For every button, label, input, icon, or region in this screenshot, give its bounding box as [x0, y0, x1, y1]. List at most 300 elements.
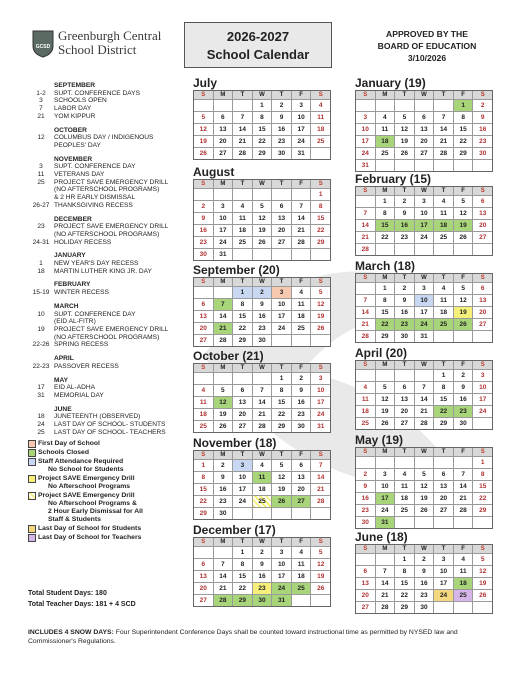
empty-cell — [395, 457, 414, 468]
day-cell: 15 — [233, 571, 252, 582]
day-cell: 15 — [376, 220, 395, 231]
day-cell: 21 — [292, 225, 311, 236]
day-cell: 21 — [454, 493, 473, 504]
day-cell: 27 — [415, 148, 434, 159]
event-text: PROJECT SAVE EMERGENCY DRILL — [54, 223, 169, 231]
day-cell: 17 — [376, 493, 395, 504]
day-cell: 14 — [292, 213, 311, 224]
day-cell: 14 — [434, 124, 453, 135]
day-cell: 16 — [292, 397, 311, 408]
month-grid — [355, 544, 493, 614]
day-cell: 22 — [376, 232, 395, 243]
day-cell: 3 — [415, 283, 434, 294]
day-cell: 25 — [434, 319, 453, 330]
day-cell: 2 — [253, 547, 272, 558]
day-cell: 28 — [415, 418, 434, 429]
day-cell: 11 — [356, 394, 375, 405]
event-date: 31 — [37, 391, 45, 399]
day-cell: 6 — [292, 460, 311, 471]
empty-cell — [356, 370, 375, 381]
day-cell: 20 — [292, 484, 311, 495]
day-cell: 13 — [356, 578, 375, 589]
month-calendar — [355, 530, 493, 614]
day-cell: 22 — [194, 496, 213, 507]
month-calendar — [355, 172, 493, 256]
day-cell: 14 — [253, 397, 272, 408]
day-cell: 27 — [473, 232, 492, 243]
empty-cell — [454, 160, 473, 171]
weekday-header: S — [473, 448, 492, 456]
day-cell: 30 — [214, 508, 233, 519]
day-cell: 10 — [376, 481, 395, 492]
day-cell: 24 — [415, 232, 434, 243]
day-cell: 7 — [356, 295, 375, 306]
day-cell: 28 — [454, 505, 473, 516]
events-list — [28, 82, 188, 436]
weekday-header: S — [473, 187, 492, 195]
day-cell: 6 — [473, 283, 492, 294]
weekday-header: S — [311, 538, 330, 546]
weekday-header: T — [272, 278, 291, 286]
event-text: SUPT. CONFERENCE DAY — [54, 310, 136, 318]
day-cell: 3 — [311, 373, 330, 384]
day-cell: 7 — [214, 559, 233, 570]
day-cell: 17 — [272, 571, 291, 582]
day-cell: 31 — [356, 160, 375, 171]
day-cell: 5 — [253, 201, 272, 212]
day-cell: 12 — [253, 213, 272, 224]
month-calendar — [193, 263, 331, 347]
event-text: SUPT. CONFERENCE DAY — [54, 163, 136, 171]
empty-cell — [356, 457, 375, 468]
month-title: September (20) — [193, 263, 280, 277]
day-cell: 3 — [214, 201, 233, 212]
empty-cell — [311, 508, 330, 519]
day-cell: 15 — [473, 481, 492, 492]
weekday-header: W — [253, 278, 272, 286]
day-cell: 22 — [473, 493, 492, 504]
empty-cell — [272, 189, 291, 200]
day-cell: 25 — [356, 418, 375, 429]
weekday-header: T — [272, 91, 291, 99]
legend-item — [28, 534, 193, 542]
day-cell: 8 — [473, 469, 492, 480]
day-cell: 19 — [311, 571, 330, 582]
day-cell: 25 — [395, 505, 414, 516]
day-cell: 9 — [415, 566, 434, 577]
day-cell: 4 — [356, 382, 375, 393]
event-item — [28, 429, 188, 437]
approval-note — [362, 28, 492, 64]
day-cell: 26 — [214, 421, 233, 432]
day-cell: 30 — [415, 602, 434, 613]
weekday-header: F — [292, 538, 311, 546]
day-cell: 16 — [272, 124, 291, 135]
legend-item — [28, 449, 193, 457]
day-cell: 6 — [473, 196, 492, 207]
day-cell: 20 — [272, 225, 291, 236]
month-title: July — [193, 76, 218, 90]
empty-cell — [253, 189, 272, 200]
month-title: April (20) — [355, 346, 408, 360]
event-item — [28, 97, 188, 105]
day-cell: 26 — [253, 237, 272, 248]
weekday-header: T — [395, 187, 414, 195]
empty-cell — [434, 160, 453, 171]
day-cell: 21 — [253, 409, 272, 420]
day-cell: 14 — [214, 571, 233, 582]
day-cell: 5 — [395, 112, 414, 123]
event-month-heading: MARCH — [54, 302, 79, 310]
day-cell: 29 — [395, 602, 414, 613]
day-cell: 10 — [415, 208, 434, 219]
day-cell: 18 — [292, 311, 311, 322]
event-item — [28, 413, 188, 421]
day-cell: 8 — [253, 112, 272, 123]
day-cell: 23 — [356, 505, 375, 516]
event-date: 23 — [37, 223, 45, 231]
empty-cell — [292, 249, 311, 260]
day-cell: 30 — [356, 517, 375, 528]
day-cell: 11 — [395, 481, 414, 492]
day-cell: 16 — [253, 311, 272, 322]
day-cell: 18 — [311, 124, 330, 135]
weekday-header: T — [233, 91, 252, 99]
day-cell: 14 — [376, 578, 395, 589]
event-text: & 2 HR EARLY DISMISSAL — [54, 194, 136, 202]
legend-swatch — [28, 449, 36, 457]
day-cell: 11 — [454, 566, 473, 577]
event-date: 19 — [37, 325, 45, 333]
day-cell: 18 — [454, 578, 473, 589]
event-text: COLUMBUS DAY / INDIGENOUS — [54, 134, 154, 142]
day-cell: 17 — [233, 484, 252, 495]
day-cell: 16 — [415, 578, 434, 589]
month-calendar — [193, 523, 331, 607]
month-title: June (18) — [355, 530, 408, 544]
weekday-header: T — [233, 451, 252, 459]
day-cell: 2 — [272, 100, 291, 111]
empty-cell — [194, 373, 213, 384]
day-cell: 8 — [376, 208, 395, 219]
day-cell: 13 — [395, 394, 414, 405]
event-date: 24-31 — [32, 238, 50, 246]
day-cell: 22 — [434, 406, 453, 417]
empty-cell — [233, 508, 252, 519]
day-cell: 29 — [376, 331, 395, 342]
empty-cell — [415, 457, 434, 468]
day-cell: 9 — [253, 559, 272, 570]
day-cell: 10 — [311, 385, 330, 396]
svg-text:GCSD: GCSD — [35, 44, 51, 50]
empty-cell — [415, 100, 434, 111]
event-item — [28, 341, 188, 349]
weekday-header: T — [233, 278, 252, 286]
weekday-header: T — [395, 274, 414, 282]
empty-cell — [454, 517, 473, 528]
day-cell: 21 — [311, 484, 330, 495]
weekday-header: W — [415, 91, 434, 99]
day-cell: 25 — [233, 237, 252, 248]
day-cell: 15 — [194, 484, 213, 495]
day-cell: 11 — [233, 213, 252, 224]
day-cell: 4 — [233, 201, 252, 212]
day-cell: 28 — [214, 595, 233, 606]
day-cell: 28 — [434, 148, 453, 159]
day-cell: 17 — [311, 397, 330, 408]
weekday-header: T — [434, 91, 453, 99]
day-cell: 15 — [233, 311, 252, 322]
event-text: NEW YEAR'S DAY RECESS — [54, 260, 139, 268]
day-cell: 17 — [214, 225, 233, 236]
weekday-header: T — [272, 180, 291, 188]
day-cell: 13 — [214, 124, 233, 135]
weekday-header: F — [454, 361, 473, 369]
day-cell: 28 — [356, 331, 375, 342]
day-cell: 1 — [376, 196, 395, 207]
day-cell: 12 — [415, 481, 434, 492]
event-text: LAST DAY OF SCHOOL- STUDENTS — [54, 421, 166, 429]
weekday-header: W — [415, 545, 434, 553]
day-cell: 8 — [454, 112, 473, 123]
event-date: 12 — [37, 134, 45, 142]
day-cell: 30 — [253, 595, 272, 606]
footer-note-text: Four Superintendent Conference Days shall be counted toward instructional time as permitted by NYSED law and Commissioner's Regulations. — [28, 629, 458, 645]
day-cell: 2 — [253, 287, 272, 298]
weekday-header: F — [292, 451, 311, 459]
day-cell: 15 — [272, 397, 291, 408]
day-cell: 3 — [292, 100, 311, 111]
event-item — [28, 113, 188, 121]
legend-label — [38, 534, 141, 542]
day-cell: 24 — [356, 148, 375, 159]
day-cell: 17 — [473, 394, 492, 405]
weekday-header: S — [311, 278, 330, 286]
day-cell: 23 — [473, 136, 492, 147]
legend-label — [38, 475, 135, 491]
day-cell: 7 — [415, 382, 434, 393]
legend-item — [28, 475, 193, 491]
empty-cell — [376, 160, 395, 171]
day-cell: 13 — [434, 481, 453, 492]
day-cell: 10 — [272, 299, 291, 310]
day-cell: 30 — [473, 148, 492, 159]
weekday-header: W — [253, 180, 272, 188]
day-cell: 3 — [415, 196, 434, 207]
day-cell: 22 — [233, 323, 252, 334]
day-cell: 26 — [194, 148, 213, 159]
day-cell: 12 — [311, 299, 330, 310]
day-cell: 28 — [311, 496, 330, 507]
empty-cell — [415, 244, 434, 255]
weekday-header: T — [233, 364, 252, 372]
footer-note-bold: INCLUDES 4 SNOW DAYS: — [28, 629, 114, 636]
day-cell: 6 — [434, 469, 453, 480]
day-cell: 16 — [395, 307, 414, 318]
day-cell: 27 — [434, 505, 453, 516]
day-cell: 25 — [434, 232, 453, 243]
day-cell: 11 — [194, 397, 213, 408]
day-cell: 31 — [376, 517, 395, 528]
weekday-header: S — [311, 451, 330, 459]
day-cell: 1 — [233, 547, 252, 558]
day-cell: 24 — [292, 136, 311, 147]
title-text: School Calendar — [206, 47, 310, 62]
day-cell: 31 — [272, 595, 291, 606]
event-month-heading: OCTOBER — [54, 126, 87, 134]
day-cell: 8 — [233, 559, 252, 570]
day-cell: 19 — [454, 307, 473, 318]
day-cell: 11 — [292, 299, 311, 310]
district-name-line2: School District — [58, 42, 137, 57]
empty-cell — [214, 287, 233, 298]
weekday-header: T — [272, 538, 291, 546]
totals — [28, 588, 136, 610]
district-logo — [32, 28, 161, 58]
day-cell: 13 — [292, 472, 311, 483]
empty-cell — [356, 100, 375, 111]
event-item — [28, 105, 188, 113]
empty-cell — [233, 100, 252, 111]
month-grid — [355, 90, 493, 172]
day-cell: 20 — [473, 220, 492, 231]
weekday-header: T — [434, 448, 453, 456]
event-item — [28, 163, 188, 171]
weekday-header: M — [214, 91, 233, 99]
day-cell: 4 — [454, 554, 473, 565]
day-cell: 2 — [395, 196, 414, 207]
day-cell: 3 — [473, 370, 492, 381]
weekday-header: W — [253, 538, 272, 546]
month-grid — [193, 179, 331, 261]
empty-cell — [214, 547, 233, 558]
event-item — [28, 134, 188, 142]
empty-cell — [395, 160, 414, 171]
day-cell: 3 — [434, 554, 453, 565]
day-cell: 29 — [233, 335, 252, 346]
day-cell: 20 — [434, 493, 453, 504]
day-cell: 15 — [253, 124, 272, 135]
day-cell: 8 — [311, 201, 330, 212]
day-cell: 13 — [272, 213, 291, 224]
day-cell: 2 — [356, 469, 375, 480]
day-cell: 6 — [272, 201, 291, 212]
event-item — [28, 384, 188, 392]
event-date: 15-19 — [32, 289, 50, 297]
day-cell: 28 — [233, 148, 252, 159]
event-item — [28, 363, 188, 371]
event-date — [28, 231, 54, 239]
day-cell: 16 — [454, 394, 473, 405]
weekday-header: W — [415, 274, 434, 282]
day-cell: 21 — [356, 319, 375, 330]
legend-label — [38, 458, 124, 474]
approval-date: 3/10/2026 — [407, 53, 447, 63]
month-title: March (18) — [355, 259, 416, 273]
empty-cell — [194, 547, 213, 558]
day-cell: 7 — [233, 112, 252, 123]
event-item — [28, 421, 188, 429]
day-cell: 5 — [376, 382, 395, 393]
day-cell: 6 — [356, 566, 375, 577]
day-cell: 6 — [233, 385, 252, 396]
event-item — [28, 186, 188, 194]
day-cell: 29 — [311, 237, 330, 248]
event-date: 21 — [37, 112, 45, 120]
day-cell: 9 — [356, 481, 375, 492]
legend-swatch — [28, 475, 36, 483]
empty-cell — [311, 249, 330, 260]
day-cell: 21 — [415, 406, 434, 417]
day-cell: 6 — [415, 112, 434, 123]
weekday-header: M — [214, 451, 233, 459]
day-cell: 22 — [233, 583, 252, 594]
day-cell: 16 — [473, 124, 492, 135]
weekday-header: S — [356, 448, 375, 456]
weekday-header: W — [415, 361, 434, 369]
day-cell: 9 — [473, 112, 492, 123]
day-cell: 23 — [292, 409, 311, 420]
event-text: (NO AFTERSCHOOL PROGRAMS) — [54, 186, 160, 194]
empty-cell — [434, 331, 453, 342]
day-cell: 15 — [376, 307, 395, 318]
day-cell: 29 — [194, 508, 213, 519]
legend-label-line: No Afterschool Programs & — [48, 500, 137, 507]
event-date: 7 — [39, 105, 43, 113]
day-cell: 26 — [415, 505, 434, 516]
empty-cell — [415, 370, 434, 381]
day-cell: 29 — [473, 505, 492, 516]
empty-cell — [356, 196, 375, 207]
day-cell: 18 — [434, 307, 453, 318]
empty-cell — [233, 373, 252, 384]
day-cell: 23 — [214, 496, 233, 507]
day-cell: 26 — [454, 232, 473, 243]
empty-cell — [376, 554, 395, 565]
day-cell: 2 — [415, 554, 434, 565]
legend-label-line: Last Day of School for Teachers — [38, 534, 142, 541]
day-cell: 15 — [311, 213, 330, 224]
empty-cell — [356, 283, 375, 294]
day-cell: 5 — [194, 112, 213, 123]
day-cell: 1 — [253, 100, 272, 111]
day-cell: 8 — [272, 385, 291, 396]
day-cell: 19 — [473, 578, 492, 589]
day-cell: 19 — [272, 484, 291, 495]
legend-label-line: No School for Students — [48, 466, 124, 473]
event-date: 3 — [39, 97, 43, 105]
weekday-header: S — [356, 545, 375, 553]
day-cell: 5 — [311, 287, 330, 298]
weekday-header: M — [214, 364, 233, 372]
weekday-header: F — [292, 91, 311, 99]
day-cell: 12 — [311, 559, 330, 570]
legend-item — [28, 492, 193, 524]
day-cell: 1 — [233, 287, 252, 298]
day-cell: 7 — [311, 460, 330, 471]
month-grid — [355, 273, 493, 343]
day-cell: 23 — [415, 590, 434, 601]
event-item — [28, 326, 188, 334]
event-date: 17 — [37, 384, 45, 392]
event-item — [28, 179, 188, 187]
day-cell: 8 — [194, 472, 213, 483]
empty-cell — [434, 517, 453, 528]
day-cell: 24 — [272, 583, 291, 594]
month-calendar — [355, 76, 493, 172]
weekday-header: T — [272, 451, 291, 459]
empty-cell — [356, 554, 375, 565]
